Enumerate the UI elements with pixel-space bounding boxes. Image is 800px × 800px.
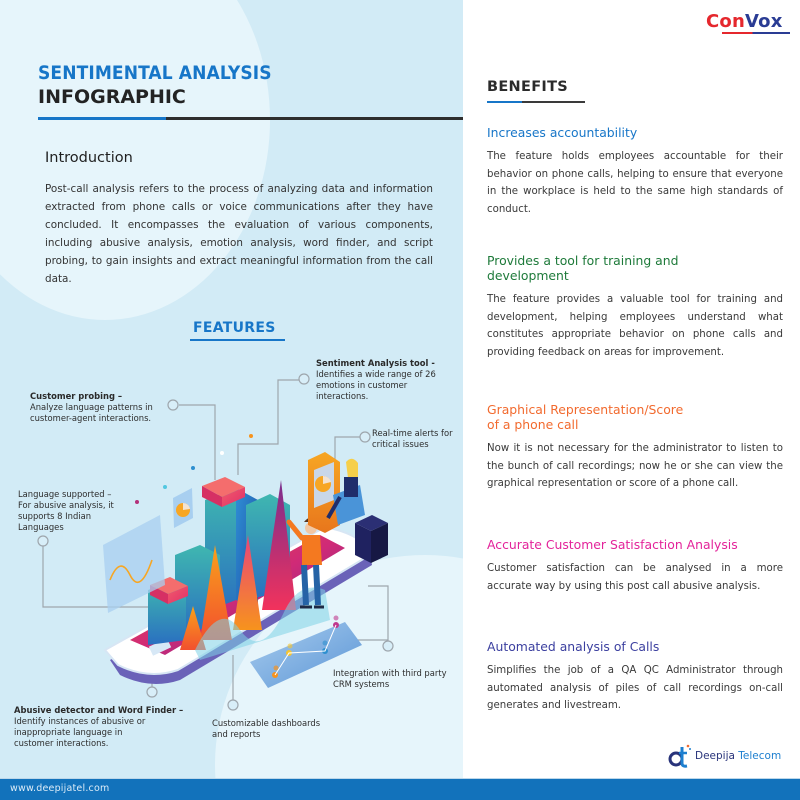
feature-crm-integration — [333, 668, 458, 690]
benefit-title: Provides a tool for training and development — [487, 253, 679, 283]
feature-desc: Real-time alerts for critical issues — [372, 428, 453, 449]
benefit-title: Increases accountability — [487, 125, 638, 140]
feature-desc: Customizable dashboards and reports — [212, 718, 321, 739]
feature-abusive-detector — [14, 705, 199, 749]
feature-desc: Language supported – For abusive analysis, it supports 8 Indian Languages — [18, 489, 114, 532]
benefit-body: The feature provides a valuable tool for training and development, helping employees understand what constitutes appropriate behavior on phone calls and providing feedback on areas for improvement. — [487, 294, 783, 358]
feature-sentiment-analysis-tool — [316, 358, 436, 402]
feature-customer-probing — [30, 391, 165, 424]
feature-title: Abusive detector and Word Finder – — [14, 705, 184, 715]
intro-heading: Introduction — [45, 150, 133, 166]
benefits-underline — [487, 101, 585, 103]
convox-logo-part: C — [706, 11, 720, 32]
convox-logo-part: Vox — [745, 11, 783, 32]
benefit-title: Graphical Representation/Score of a phone call — [487, 402, 684, 432]
benefits-underline-accent — [487, 101, 522, 103]
benefit-title: Automated analysis of Calls — [487, 639, 660, 654]
deepija-suffix: Telecom — [734, 750, 782, 762]
benefit-body: The feature holds employees accountable for their behavior on phone calls, helping to ensure that everyone in the workplace is held to the same high standards of conduct. — [487, 151, 783, 215]
benefit-body: Simplifies the job of a QA QC Administrator through automated analysis of piles of call recordings on-call generates and livestream. — [487, 665, 783, 711]
features-heading: FEATURES — [193, 320, 276, 336]
deepija-telecom-logo — [667, 743, 781, 769]
convox-logo-part: on — [719, 11, 746, 32]
intro-body: Post-call analysis refers to the process of analyzing data and information extracted from phone calls or voice communications after they have concluded. It encompasses the evaluation of various components, including abusive analysis, emotion analysis, word finder, and script probing, to gain insights and extract meaningful information from the call data. — [45, 183, 433, 285]
title-line-2: INFOGRAPHIC — [38, 86, 186, 108]
feature-desc: Integration with third party CRM systems — [333, 668, 447, 689]
deepija-logo-text — [695, 750, 781, 762]
feature-desc: Identifies a wide range of 26 emotions in customer interactions. — [316, 369, 436, 401]
feature-desc: Identify instances of abusive or inappropriate language in customer interactions. — [14, 716, 146, 748]
feature-language-supported — [18, 489, 118, 533]
convox-logo-underline — [722, 32, 790, 34]
deepija-logo-icon — [667, 743, 693, 769]
benefit-body: Customer satisfaction can be analysed in a more accurate way by using this post call abusive analysis. — [487, 563, 783, 592]
feature-desc: Analyze language patterns in customer-agent interactions. — [30, 402, 153, 423]
feature-title: Sentiment Analysis tool - — [316, 358, 435, 368]
convox-logo — [706, 11, 783, 32]
benefit-automated-analysis — [487, 639, 783, 715]
feature-customizable-dashboards — [212, 718, 337, 740]
benefit-customer-satisfaction — [487, 537, 783, 595]
feature-real-time-alerts — [372, 428, 460, 450]
deepija-name: Deepija — [695, 750, 735, 762]
benefit-body: Now it is not necessary for the administrator to listen to the bunch of call recordings; now he or she can view the graphical representation or score of a phone call. — [487, 443, 783, 489]
benefit-accountability — [487, 125, 783, 218]
benefit-training — [487, 253, 783, 361]
benefits-heading: BENEFITS — [487, 79, 569, 95]
benefit-title: Accurate Customer Satisfaction Analysis — [487, 537, 738, 552]
feature-title: Customer probing – — [30, 391, 123, 401]
footer-bar — [0, 778, 800, 800]
benefit-graphical-score — [487, 402, 783, 493]
title-line-1: SENTIMENTAL ANALYSIS — [38, 62, 272, 84]
website-link[interactable]: www.deepijatel.com — [10, 783, 110, 794]
